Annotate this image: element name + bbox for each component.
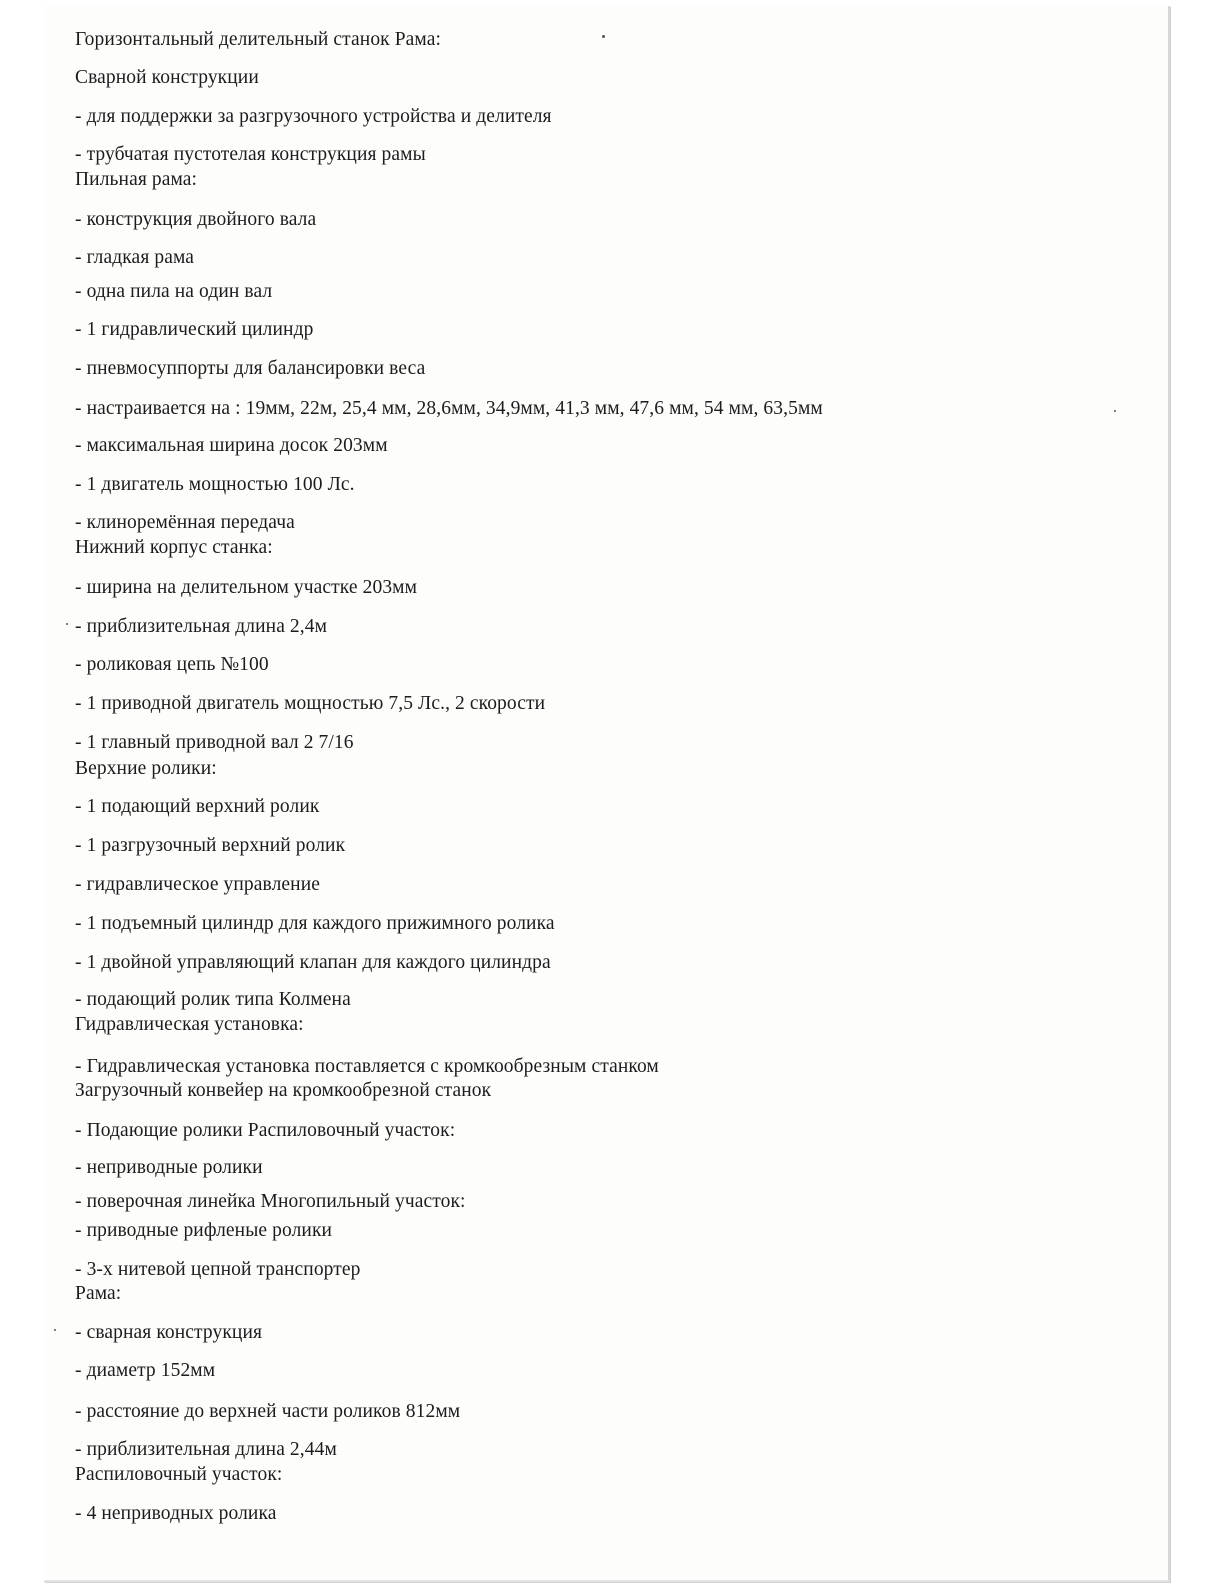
text-line: - подающий ролик типа Колмена [75, 989, 351, 1010]
text-line: - пневмосуппорты для балансировки веса [75, 358, 426, 379]
heading-frame: Рама: [75, 1283, 122, 1304]
scan-speck [54, 1329, 56, 1331]
text-line: - 1 гидравлический цилиндр [75, 319, 314, 340]
text-line: - 1 подающий верхний ролик [75, 796, 320, 817]
scanned-page [44, 6, 1170, 1582]
text-line: - приблизительная длина 2,4м [75, 616, 328, 637]
text-line: - приводные рифленые ролики [75, 1220, 333, 1241]
text-line: - роликовая цепь №100 [75, 654, 269, 675]
text-line: - поверочная линейка Многопильный участок: [75, 1191, 466, 1212]
text-line: - 3-х нитевой цепной транспортер [75, 1259, 361, 1280]
text-line: - неприводные ролики [75, 1157, 263, 1178]
text-line: - 4 неприводных ролика [75, 1503, 277, 1524]
text-line: - Подающие ролики Распиловочный участок: [75, 1120, 456, 1141]
heading-horizontal-resaw: Горизонтальный делительный станок Рама: [75, 29, 442, 50]
text-line: - 1 двигатель мощностью 100 Лс. [75, 474, 355, 495]
text-line: - 1 подъемный цилиндр для каждого прижимного ролика [75, 913, 555, 934]
scan-speck [66, 623, 68, 625]
text-line: - 1 приводной двигатель мощностью 7,5 Лс., 2 скорости [75, 693, 546, 714]
heading-hydraulic-unit: Гидравлическая установка: [75, 1014, 304, 1035]
heading-lower-body: Нижний корпус станка: [75, 537, 273, 558]
text-line: - гладкая рама [75, 247, 195, 268]
text-line: - 1 двойной управляющий клапан для каждого цилиндра [75, 952, 551, 973]
text-line: - трубчатая пустотелая конструкция рамы [75, 144, 426, 165]
heading-top-rollers: Верхние ролики: [75, 758, 217, 779]
text-line: - для поддержки за разгрузочного устройства и делителя [75, 106, 552, 127]
text-line: - диаметр 152мм [75, 1360, 216, 1381]
text-line: - расстояние до верхней части роликов 812мм [75, 1401, 461, 1422]
text-line: - 1 главный приводной вал 2 7/16 [75, 732, 354, 753]
text-line: - сварная конструкция [75, 1322, 263, 1343]
text-line: - конструкция двойного вала [75, 209, 317, 230]
text-line: - максимальная ширина досок 203мм [75, 435, 388, 456]
text-line: - настраивается на : 19мм, 22м, 25,4 мм, 28,6мм, 34,9мм, 41,3 мм, 47,6 мм, 54 мм, 63,5мм [75, 398, 823, 419]
text-line: - приблизительная длина 2,44м [75, 1439, 337, 1460]
text-line: - Гидравлическая установка поставляется с кромкообрезным станком [75, 1056, 659, 1077]
heading-sawing-section: Распиловочный участок: [75, 1464, 283, 1485]
scan-speck [1114, 410, 1116, 412]
text-line: - одна пила на один вал [75, 281, 273, 302]
text-line: - ширина на делительном участке 203мм [75, 577, 418, 598]
text-line: - 1 разгрузочный верхний ролик [75, 835, 346, 856]
scan-speck [602, 35, 605, 38]
heading-infeed-conveyor: Загрузочный конвейер на кромкообрезной станок [75, 1080, 492, 1101]
text-line: - гидравлическое управление [75, 874, 321, 895]
text-line: - клиноремённая передача [75, 512, 295, 533]
text-line: Сварной конструкции [75, 67, 259, 88]
heading-saw-frame: Пильная рама: [75, 169, 198, 190]
